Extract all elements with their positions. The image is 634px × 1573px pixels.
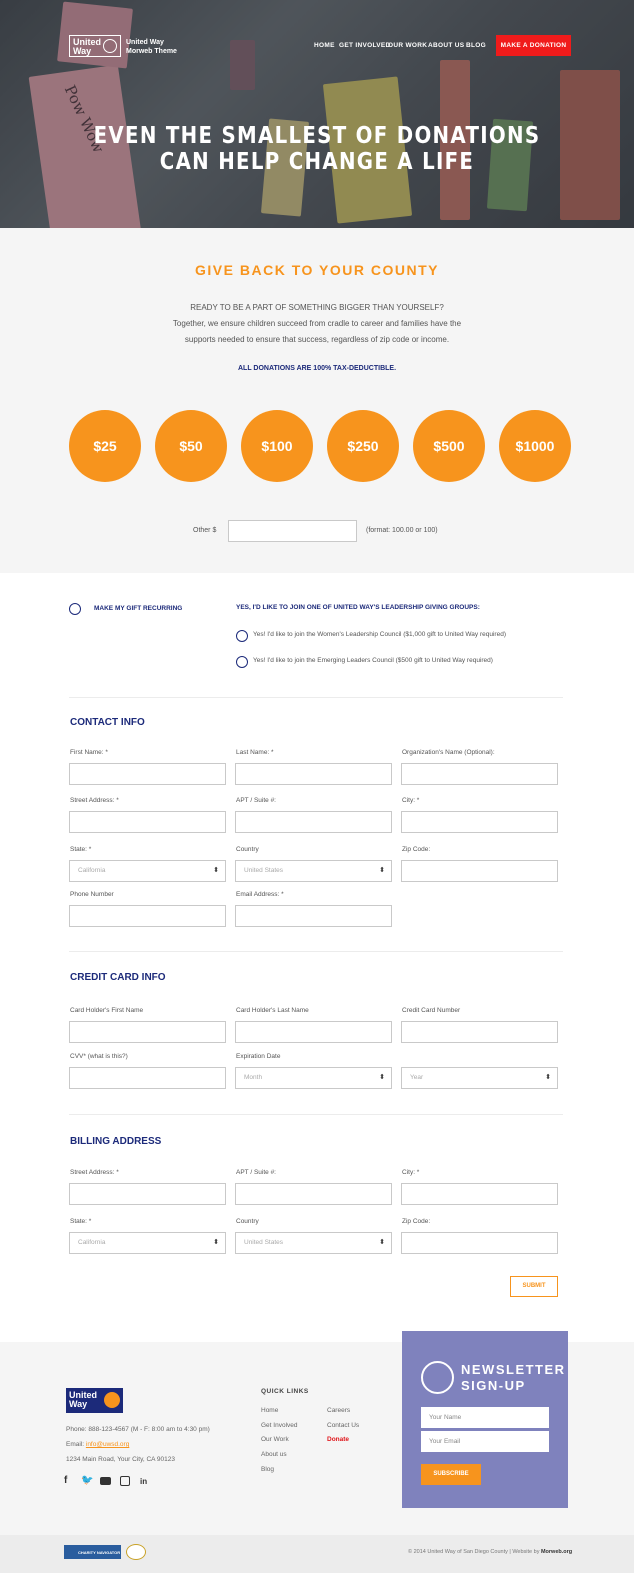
year-value: Year [410, 1074, 424, 1081]
cvv-label: CVV* (what is this?) [70, 1053, 128, 1060]
amount-500-button[interactable]: $500 [413, 410, 485, 482]
state-value: California [78, 867, 106, 874]
phone-label: Phone Number [70, 891, 114, 898]
newsletter-title [461, 1362, 566, 1394]
nav-get-involved[interactable]: GET INVOLVED [339, 42, 391, 49]
nav-our-work[interactable]: OUR WORK [388, 42, 428, 49]
copyright-label: © 2014 United Way of San Diego County | Website by [408, 1549, 541, 1555]
footer-logo-line1: United [69, 1390, 97, 1400]
select-arrows-icon: ⬍ [379, 867, 385, 874]
newsletter-email-input[interactable]: Your Email [421, 1431, 549, 1452]
nav-about-us[interactable]: ABOUT US [428, 42, 465, 49]
month-value: Month [244, 1074, 263, 1081]
logo-line1: United [73, 37, 101, 47]
give-title: GIVE BACK TO YOUR COUNTY [195, 262, 439, 278]
give-line3: supports needed to ensure that success, regardless of zip code or income. [184, 335, 450, 344]
footer-email-link[interactable]: info@uwsd.org [85, 1441, 130, 1448]
billing-apt-input[interactable] [235, 1183, 392, 1205]
seal-badge-icon [126, 1544, 146, 1560]
subscribe-button[interactable]: SUBSCRIBE [421, 1464, 481, 1485]
cvv-input[interactable] [69, 1067, 226, 1089]
logo-line2: Way [73, 46, 92, 56]
hero-headline [44, 123, 589, 175]
email-input[interactable] [235, 905, 392, 927]
zip-label: Zip Code: [402, 846, 431, 853]
footer-link-careers[interactable]: Careers [327, 1407, 351, 1414]
footer-email-row [66, 1441, 129, 1448]
country-value: United States [244, 867, 284, 874]
last-name-label: Last Name: * [236, 749, 274, 756]
footer-link-get-involved[interactable]: Get Involved [261, 1422, 298, 1429]
footer-link-about-us[interactable]: About us [261, 1451, 287, 1458]
billing-city-label: City: * [402, 1169, 420, 1176]
select-arrows-icon: ⬍ [213, 1239, 219, 1246]
newsletter-name-input[interactable]: Your Name [421, 1407, 549, 1428]
contact-info-title: CONTACT INFO [70, 717, 145, 728]
billing-state-label: State: * [70, 1218, 92, 1225]
recurring-label: MAKE MY GIFT RECURRING [94, 605, 183, 612]
footer-logo[interactable] [66, 1388, 123, 1413]
amount-100-button[interactable]: $100 [241, 410, 313, 482]
billing-country-select[interactable] [235, 1232, 392, 1254]
card-first-label: Card Holder's First Name [70, 1007, 144, 1014]
note-handwriting: Pow Wow [60, 82, 108, 156]
womens-council-label: Yes! I'd like to join the Women's Leadership Council ($1,000 gift to United Way required) [253, 631, 506, 638]
footer-link-home[interactable]: Home [261, 1407, 279, 1414]
state-select[interactable] [69, 860, 226, 882]
amount-25-button[interactable]: $25 [69, 410, 141, 482]
hero-line2: CAN HELP CHANGE A LIFE [159, 149, 475, 175]
quick-links-title: QUICK LINKS [261, 1388, 309, 1395]
leadership-title: YES, I'D LIKE TO JOIN ONE OF UNITED WAY'S LEADERSHIP GIVING GROUPS: [236, 604, 480, 611]
tax-deductible-note: ALL DONATIONS ARE 100% TAX-DEDUCTIBLE. [237, 365, 397, 372]
instagram-icon[interactable] [120, 1476, 130, 1486]
give-line1: READY TO BE A PART OF SOMETHING BIGGER THAN YOURSELF? [190, 303, 444, 312]
logo-emblem-icon [104, 1392, 120, 1408]
card-first-input[interactable] [69, 1021, 226, 1043]
other-amount-input[interactable] [228, 520, 357, 542]
card-number-label: Credit Card Number [402, 1007, 461, 1014]
make-donation-button[interactable]: MAKE A DONATION [496, 35, 571, 56]
hand-icon [421, 1361, 454, 1394]
apt-input[interactable] [235, 811, 392, 833]
billing-country-label: Country [236, 1218, 259, 1225]
billing-street-input[interactable] [69, 1183, 226, 1205]
womens-council-radio[interactable] [236, 630, 248, 642]
first-name-label: First Name: * [70, 749, 108, 756]
twitter-icon[interactable]: 🐦 [81, 1475, 94, 1486]
youtube-icon[interactable] [100, 1477, 111, 1485]
country-select[interactable] [235, 860, 392, 882]
footer-phone: Phone: 888-123-4567 (M - F: 8:00 am to 4:30 pm) [66, 1426, 210, 1433]
street-label: Street Address: * [70, 797, 119, 804]
select-arrows-icon: ⬍ [545, 1074, 551, 1081]
billing-apt-label: APT / Suite #: [236, 1169, 276, 1176]
email-label: Email Address: * [236, 891, 284, 898]
linkedin-icon[interactable]: in [140, 1477, 148, 1486]
give-line2: Together, we ensure children succeed from cradle to career and families have the [172, 319, 462, 328]
nav-blog[interactable]: BLOG [466, 42, 486, 49]
divider [69, 697, 563, 698]
org-name-label: Organization's Name (Optional): [402, 749, 495, 756]
morweb-credit-link[interactable]: Morweb.org [540, 1549, 573, 1555]
footer-link-blog[interactable]: Blog [261, 1466, 275, 1473]
amount-250-button[interactable]: $250 [327, 410, 399, 482]
billing-state-value: California [78, 1239, 106, 1246]
street-input[interactable] [69, 811, 226, 833]
city-label: City: * [402, 797, 420, 804]
charity-navigator-badge[interactable]: CHARITY NAVIGATOR [64, 1545, 121, 1559]
brand-line2: Morweb Theme [126, 48, 177, 55]
select-arrows-icon: ⬍ [379, 1074, 385, 1081]
header-logo[interactable] [69, 35, 121, 57]
billing-city-input[interactable] [401, 1183, 558, 1205]
country-label: Country [236, 846, 259, 853]
divider [69, 1114, 563, 1115]
newsletter-line1: NEWSLETTER [461, 1362, 566, 1377]
billing-state-select[interactable] [69, 1232, 226, 1254]
emerging-leaders-label: Yes! I'd like to join the Emerging Leaders Council ($500 gift to United Way required) [253, 657, 493, 664]
billing-country-value: United States [244, 1239, 284, 1246]
other-amount-label: Other $ [193, 527, 217, 534]
submit-button[interactable]: SUBMIT [510, 1276, 558, 1297]
brand-text [126, 38, 177, 56]
give-description [0, 300, 634, 348]
card-number-input[interactable] [401, 1021, 558, 1043]
hand-icon [103, 39, 117, 53]
first-name-input[interactable] [69, 763, 226, 785]
billing-address-title: BILLING ADDRESS [70, 1136, 162, 1147]
last-name-input[interactable] [235, 763, 392, 785]
footer-email-label: Email: [66, 1441, 86, 1448]
select-arrows-icon: ⬍ [379, 1239, 385, 1246]
footer-link-contact-us[interactable]: Contact Us [327, 1422, 360, 1429]
apt-label: APT / Suite #: [236, 797, 276, 804]
state-label: State: * [70, 846, 92, 853]
amount-1000-button[interactable]: $1000 [499, 410, 571, 482]
org-name-input[interactable] [401, 763, 558, 785]
card-last-label: Card Holder's Last Name [236, 1007, 309, 1014]
recurring-radio[interactable] [69, 603, 81, 615]
footer-logo-line2: Way [69, 1399, 88, 1409]
footer-link-our-work[interactable]: Our Work [261, 1436, 289, 1443]
brand-line1: United Way [126, 39, 164, 46]
divider [69, 951, 563, 952]
phone-input[interactable] [69, 905, 226, 927]
footer-address: 1234 Main Road, Your City, CA 90123 [66, 1456, 176, 1463]
city-input[interactable] [401, 811, 558, 833]
billing-zip-input[interactable] [401, 1232, 558, 1254]
expiration-label: Expiration Date [236, 1053, 281, 1060]
other-amount-hint: (format: 100.00 or 100) [366, 527, 438, 534]
facebook-icon[interactable]: f [64, 1475, 68, 1486]
footer-link-donate[interactable]: Donate [327, 1436, 350, 1443]
exp-month-select[interactable] [235, 1067, 392, 1089]
credit-card-title: CREDIT CARD INFO [70, 972, 166, 983]
exp-year-select[interactable] [401, 1067, 558, 1089]
emerging-leaders-radio[interactable] [236, 656, 248, 668]
amount-50-button[interactable]: $50 [155, 410, 227, 482]
zip-input[interactable] [401, 860, 558, 882]
hero-line1: EVEN THE SMALLEST OF DONATIONS [93, 123, 541, 149]
select-arrows-icon: ⬍ [213, 867, 219, 874]
billing-zip-label: Zip Code: [402, 1218, 431, 1225]
nav-home[interactable]: HOME [314, 42, 335, 49]
billing-street-label: Street Address: * [70, 1169, 119, 1176]
card-last-input[interactable] [235, 1021, 392, 1043]
newsletter-line2: SIGN-UP [461, 1378, 526, 1393]
copyright-text [408, 1549, 572, 1555]
